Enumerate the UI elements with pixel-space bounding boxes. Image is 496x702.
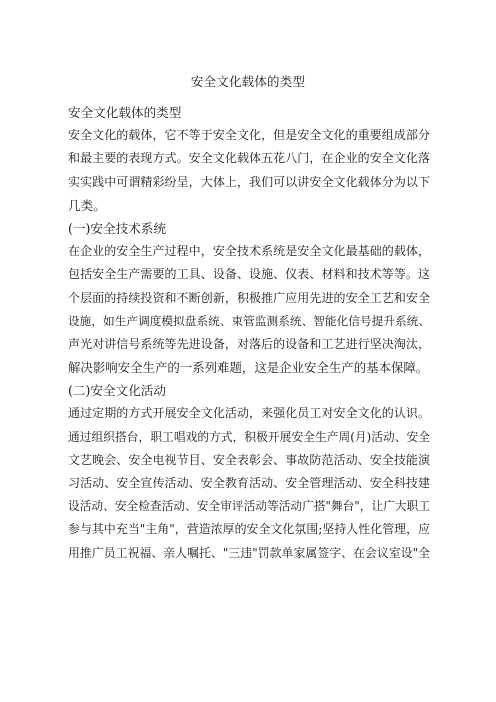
paragraph-line: 用推广员工祝福、亲人嘱托、"三违"罚款单家属签字、在会议室设"全: [68, 545, 430, 560]
paragraph-line: 个层面的持续投资和不断创新，积极推广应用先进的安全工艺和安全: [68, 290, 430, 305]
paragraph-line: 文艺晚会、安全电视节目、安全表彰会、事故防范活动、安全技能演: [68, 452, 430, 467]
paragraph-line: 包括安全生产需要的工具、设备、设施、仪表、材料和技术等等。这: [68, 267, 430, 282]
paragraph-line: 几类。: [68, 197, 106, 213]
paragraph-line: 参与其中充当"主角"，营造浓厚的安全文化氛围;坚持人性化管理，应: [68, 522, 430, 537]
paragraph-line: 通过定期的方式开展安全文化活动，来强化员工对安全文化的认识。: [68, 406, 430, 421]
section-heading: (一)安全技术系统: [68, 220, 166, 236]
paragraph-line: 习活动、安全宣传活动、安全教育活动、安全管理活动、安全科技建: [68, 476, 430, 490]
paragraph-line: 和最主要的表现方式。安全文化载体五花八门，在企业的安全文化落: [68, 151, 430, 166]
paragraph-line: 设活动、安全检查活动、安全审评活动等活动广搭"舞台"，让广大职工: [68, 499, 430, 514]
paragraph-line: 解决影响安全生产的一系列难题，这是企业安全生产的基本保障。: [68, 360, 429, 376]
paragraph-line: 通过组织搭台，职工唱戏的方式，积极开展安全生产周(月)活动、安全: [68, 429, 430, 444]
document-body: [68, 101, 430, 565]
paragraph-line: 声光对讲信号系统等先进设备，对落后的设备和工艺进行坚决淘汰，: [68, 336, 430, 351]
section-heading: (二)安全文化活动: [68, 383, 166, 399]
document-title: 安全文化载体的类型: [190, 74, 306, 89]
paragraph-line: 安全文化的载体，它不等于安全文化，但是安全文化的重要组成部分: [68, 128, 430, 143]
section-heading: 安全文化载体的类型: [68, 105, 182, 120]
paragraph-line: 设施，如生产调度模拟盘系统、束管监测系统、智能化信号提升系统、: [68, 313, 430, 328]
paragraph-line: 实实践中可谓精彩纷呈，大体上，我们可以讲安全文化载体分为以下: [68, 174, 430, 189]
paragraph-line: 在企业的安全生产过程中，安全技术系统是安全文化最基础的载体，: [68, 244, 430, 259]
